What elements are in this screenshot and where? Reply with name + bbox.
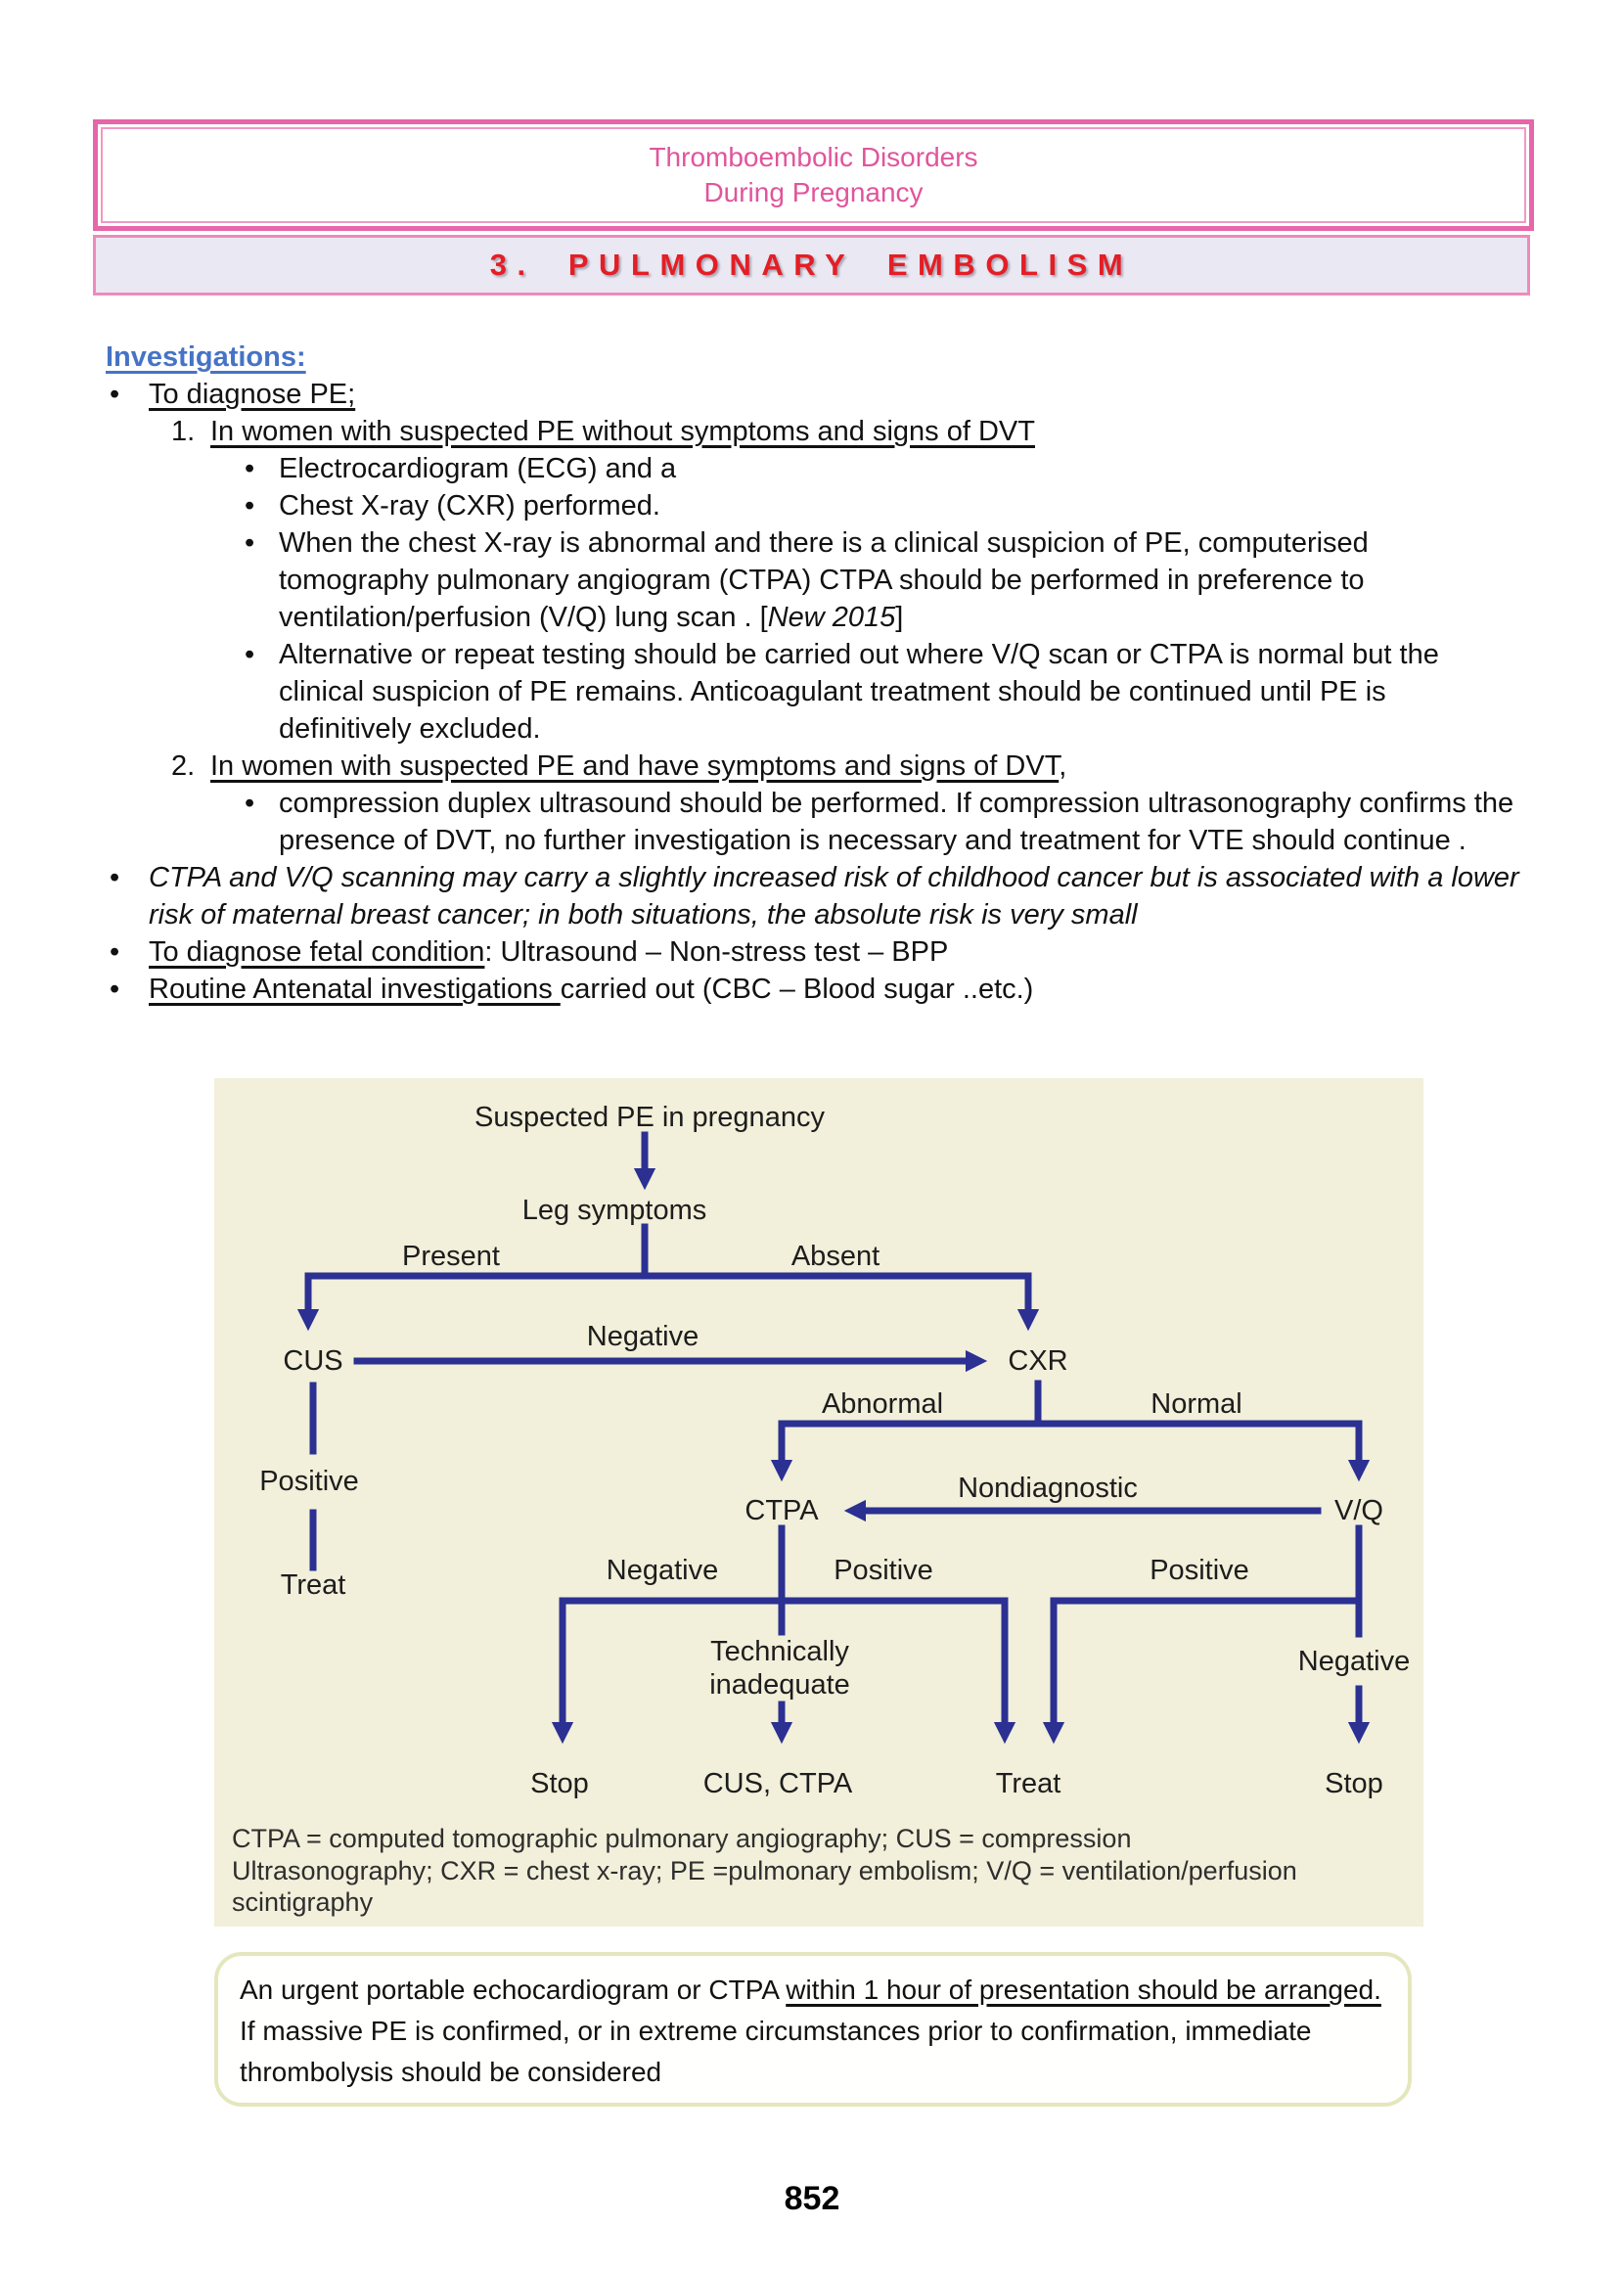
- sub-bullet-ctpa-preference: • When the chest X-ray is abnormal and there is a clinical suspicion of PE, computerised tomography pulmonary angiogram (CTPA) CTPA should be performed in preference to ventilation/perfusion (V/Q) lung scan . [New 2015]: [245, 524, 1522, 636]
- flow-label-negative-ctpa: Negative: [606, 1555, 719, 1586]
- flow-labels: [259, 1102, 1410, 1799]
- investigations-heading: Investigations:: [106, 341, 306, 373]
- pe-diagnosis-flowchart: [214, 1078, 1423, 1927]
- new-2015-note: New 2015: [767, 602, 896, 633]
- item-1-label: In women with suspected PE without symptoms and signs of DVT: [210, 416, 1035, 447]
- flow-label-technically: Technically: [710, 1636, 849, 1667]
- bullet-icon: •: [245, 639, 255, 670]
- flow-node-stop-right: Stop: [1325, 1768, 1383, 1799]
- flow-label-positive-ctpa: Positive: [834, 1555, 933, 1586]
- cancer-risk-text: CTPA and V/Q scanning may carry a slightly increased risk of childhood cancer but is associated with a lower risk of maternal breast cancer; in both situations, the absolute risk is very small: [149, 862, 1519, 931]
- bullet-cancer-risk: [106, 859, 1522, 933]
- flow-node-treat-bottom: Treat: [995, 1768, 1061, 1799]
- bullet-to-diagnose-pe: [106, 376, 1522, 413]
- header-box: [93, 119, 1534, 231]
- bullet-icon: •: [245, 788, 255, 819]
- bullet-icon: •: [110, 936, 120, 968]
- flow-label-nondiagnostic: Nondiagnostic: [958, 1473, 1138, 1504]
- to-diagnose-pe-label: To diagnose PE;: [149, 379, 356, 410]
- notes-content: [106, 339, 1522, 1008]
- bullet-icon: •: [245, 490, 255, 522]
- sub-bullet-ecg: [245, 450, 1522, 487]
- bullet-icon: •: [110, 379, 120, 410]
- sub-bullet-ecg-text: Electrocardiogram (ECG) and a: [279, 453, 677, 484]
- bullet-fetal-condition: [106, 933, 1522, 971]
- flow-node-vq: V/Q: [1334, 1495, 1383, 1526]
- item-2-number: 2.: [171, 750, 196, 782]
- flow-node-stop-left: Stop: [530, 1768, 589, 1799]
- sub-bullet-compression-duplex: [245, 785, 1522, 859]
- alternative-testing-text: Alternative or repeat testing should be carried out where V/Q scan or CTPA is normal but the clinical suspicion of PE remains. Anticoagulant treatment should be continued until PE is definitively excluded.: [279, 639, 1439, 745]
- flow-caption-line1: CTPA = computed tomographic pulmonary angiography; CUS = compression: [232, 1824, 1132, 1853]
- sub-bullet-cxr-text: Chest X-ray (CXR) performed.: [279, 490, 660, 522]
- page-number: 852: [784, 2180, 840, 2217]
- section-banner-label: 3. PULMONARY EMBOLISM: [489, 248, 1134, 282]
- flow-node-cus: CUS: [283, 1345, 343, 1377]
- flow-caption-line2: Ultrasonography; CXR = chest x-ray; PE =pulmonary embolism; V/Q = ventilation/perfusion: [232, 1856, 1297, 1885]
- flow-node-leg-symptoms: Leg symptoms: [521, 1195, 707, 1226]
- flow-label-present: Present: [402, 1241, 500, 1272]
- flow-caption-line3: scintigraphy: [232, 1887, 374, 1917]
- flow-node-cxr: CXR: [1008, 1345, 1068, 1377]
- flow-node-ctpa: CTPA: [744, 1495, 819, 1526]
- sub-bullet-alternative-testing: [245, 636, 1522, 748]
- flow-label-abnormal: Abnormal: [821, 1388, 944, 1420]
- flow-node-suspected-pe: Suspected PE in pregnancy: [474, 1102, 825, 1133]
- flow-label-positive-vq: Positive: [1150, 1555, 1249, 1586]
- section-banner: [93, 235, 1530, 295]
- numbered-item-1: [171, 413, 1522, 450]
- bullet-icon: •: [245, 527, 255, 559]
- doc-title-line1: Thromboembolic Disorders: [649, 142, 978, 172]
- numbered-item-2: 2. In women with suspected PE and have symptoms and signs of DVT,: [171, 748, 1522, 785]
- urgent-echo-callout: [214, 1952, 1412, 2107]
- doc-title-line2: During Pregnancy: [703, 177, 924, 207]
- flow-node-treat-left: Treat: [280, 1569, 346, 1601]
- flow-node-cus-ctpa: CUS, CTPA: [702, 1768, 853, 1799]
- flow-label-inadequate: inadequate: [709, 1669, 850, 1701]
- flow-label-negative-cus: Negative: [586, 1321, 699, 1352]
- fetal-condition-tests: : Ultrasound – Non-stress test – BPP: [484, 936, 949, 968]
- flow-label-absent: Absent: [790, 1241, 880, 1272]
- bullet-routine-antenatal: [106, 971, 1522, 1008]
- flowchart-canvas: [214, 1078, 1423, 1927]
- bullet-icon: •: [110, 974, 120, 1005]
- flow-label-negative-vq: Negative: [1297, 1646, 1411, 1677]
- item-1-number: 1.: [171, 416, 196, 447]
- ctpa-preference-text: When the chest X-ray is abnormal and there is a clinical suspicion of PE, computerised tomography pulmonary angiogram (CTPA) CTPA should be performed in preference to ventilation/perfusion (V/Q) lung scan . [: [279, 527, 1369, 633]
- fetal-condition-label: To diagnose fetal condition: [149, 936, 485, 968]
- callout-text-start: An urgent portable echocardiogram or CTPA: [240, 1975, 787, 2005]
- flow-label-normal: Normal: [1150, 1388, 1242, 1420]
- routine-antenatal-label: Routine Antenatal investigations: [149, 974, 561, 1005]
- compression-duplex-text: compression duplex ultrasound should be performed. If compression ultrasonography confirms the presence of DVT, no further investigation is necessary and treatment for VTE should continue .: [279, 788, 1514, 856]
- callout-text-underlined: within 1 hour of presentation should be arranged.: [786, 1975, 1381, 2005]
- sub-bullet-cxr: [245, 487, 1522, 524]
- routine-antenatal-rest: carried out (CBC – Blood sugar ..etc.): [560, 974, 1034, 1005]
- item-2-label: In women with suspected PE and have symptoms and signs of DVT: [210, 750, 1060, 782]
- flow-label-positive-cus: Positive: [259, 1466, 359, 1497]
- flow-caption: [232, 1824, 1297, 1917]
- bullet-icon: •: [110, 862, 120, 893]
- callout-text-end: If massive PE is confirmed, or in extreme circumstances prior to confirmation, immediate thrombolysis should be considered: [240, 2016, 1312, 2087]
- bullet-icon: •: [245, 453, 255, 484]
